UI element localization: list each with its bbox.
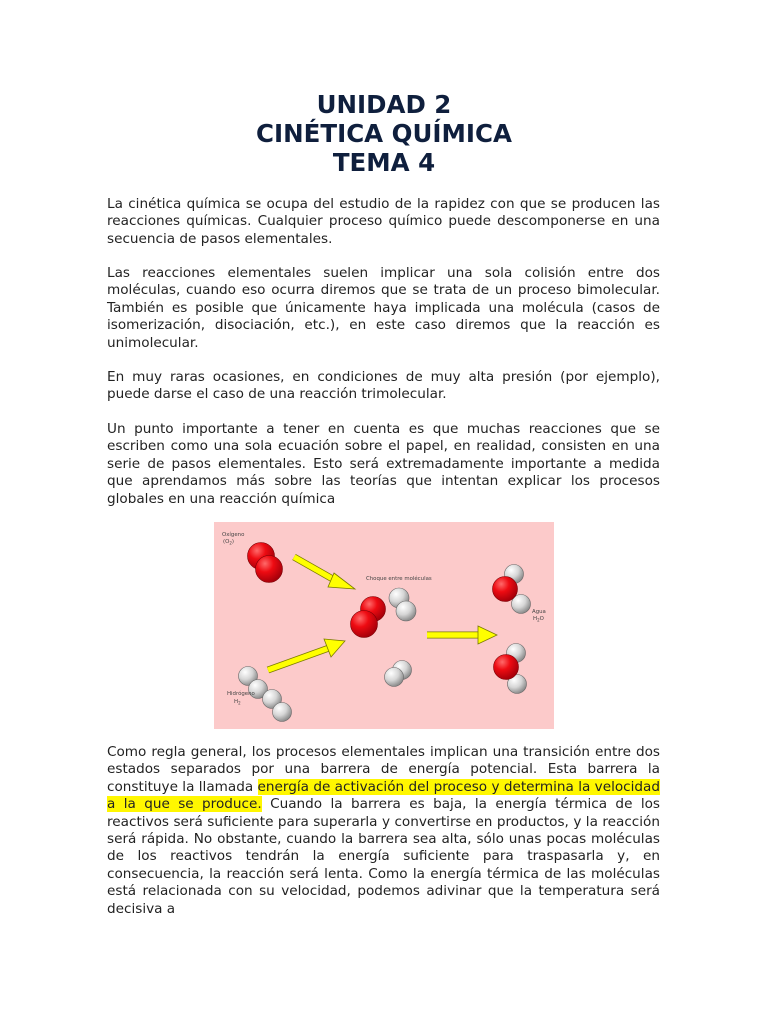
water-label: Agua — [532, 609, 546, 615]
unit-title: UNIDAD 2 — [316, 90, 452, 119]
collision-diagram — [214, 522, 554, 729]
hydrogen-label: Hidrógeno — [227, 691, 255, 697]
activation-text-before: Como regla general, los procesos elementales implican una transición entre dos estados separados por una barrera de energía potencial. Esta barrera la constituye la llamada — [107, 744, 660, 795]
document-title-block — [0, 90, 768, 177]
paragraph-elementary-steps: Un punto importante a tener en cuenta es que muchas reacciones que se escriben como una sola ecuación sobre el papel, en realidad, consisten en una serie de pasos elementales. Esto será extremadamente importante a medida que aprendamos más sobre las teorías que intentan explicar los procesos globales en una reacción química — [107, 421, 660, 507]
water-formula: $H_2O$ — [533, 616, 544, 623]
oxygen-formula: $(O_2)$ — [223, 539, 235, 546]
colliding-molecules — [351, 588, 417, 687]
hydrogen-formula: $H_2$ — [234, 699, 241, 706]
paragraph-elementary-reactions: Las reacciones elementales suelen implicar una sola colisión entre dos moléculas, cuando eso ocurra diremos que se trata de un proceso bimolecular. También es posible que únicamente haya implicada una molécula (casos de isomerización, disociación, etc.), en este caso diremos que la reacción es unimolecular. — [107, 265, 660, 351]
subject-title: CINÉTICA QUÍMICA — [256, 119, 512, 148]
oxygen-label: Oxígeno — [222, 532, 245, 538]
oxygen-molecule — [248, 543, 283, 583]
arrow-hydrogen-to-collision-icon — [268, 639, 345, 670]
paragraph-activation-energy — [107, 744, 660, 918]
molecule-collision-figure — [214, 522, 554, 729]
water-molecule-top — [493, 565, 531, 614]
paragraph-intro: La cinética química se ocupa del estudio de la rapidez con que se producen las reacciones químicas. Cualquier proceso químico puede descomponerse en una secuencia de pasos elementales. — [107, 196, 660, 247]
arrow-collision-to-water-icon — [427, 626, 497, 644]
activation-text-after: Cuando la barrera es baja, la energía térmica de los reactivos será suficiente para superarla y convertirse en productos, y la reacción será rápida. No obstante, cuando la barrera sea alta, sólo unas pocas moléculas de los reactivos tendrán la energía suficiente para traspasarla y, en consecuencia, la reacción será lenta. Como la energía térmica de las moléculas está relacionada con su velocidad, podemos adivinar que la temperatura será decisiva a — [107, 796, 660, 917]
topic-title: TEMA 4 — [332, 148, 436, 177]
highlighted-text: energía de activación del proceso y determina la velocidad a la que se produce. — [107, 778, 660, 813]
arrow-oxygen-to-collision-icon — [294, 557, 355, 589]
collision-label: Choque entre moléculas — [366, 576, 432, 582]
water-molecule-bottom — [494, 644, 527, 694]
paragraph-trimolecular: En muy raras ocasiones, en condiciones de muy alta presión (por ejemplo), puede darse el caso de una reacción trimolecular. — [107, 369, 660, 403]
